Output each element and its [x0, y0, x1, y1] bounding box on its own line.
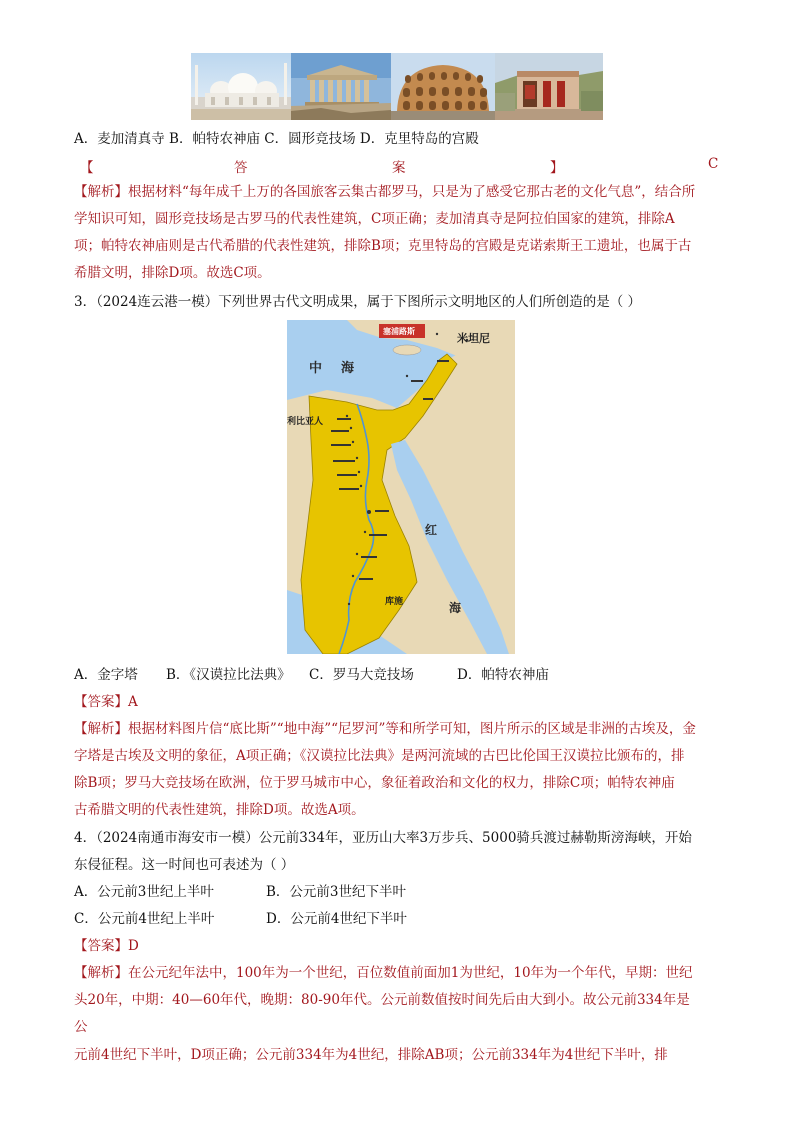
- q2-answer-char-1: 答: [234, 160, 248, 176]
- map-label-kush: 库施: [385, 597, 404, 607]
- q3-options: [74, 665, 720, 685]
- q2-analysis-line: 学知识可知，圆形竞技场是古罗马的代表性建筑，C项正确；麦加清真寺是阿拉伯国家的建筑，排除A: [74, 211, 675, 227]
- q4-option-d: D．公元前4世纪下半叶: [266, 911, 407, 927]
- map-label-cyprus: 塞浦路斯: [383, 326, 415, 336]
- map-label-mitanni: 米坦尼: [457, 332, 490, 345]
- q4-options-row-2: [74, 909, 720, 929]
- q2-photo-strip: [191, 53, 603, 120]
- q3-option-c: C．罗马大竞技场: [309, 667, 414, 683]
- q2-analysis-line: 希腊文明，排除D项。故选C项。: [74, 265, 271, 281]
- q4-option-a: A．公元前3世纪上半叶: [74, 884, 214, 900]
- q4-option-b: B．公元前3世纪下半叶: [266, 884, 407, 900]
- q2-options: A．麦加清真寺 B．帕特农神庙 C．圆形竞技场 D．克里特岛的宫殿: [74, 131, 479, 147]
- mosque-photo: [191, 53, 291, 120]
- q4-analysis-line: 公: [74, 1019, 88, 1035]
- q2-analysis-line: 项；帕特农神庙则是古代希腊的代表性建筑，排除B项；克里特岛的宫殿是克诺索斯王工遗址，也属于古: [74, 238, 692, 254]
- q4-analysis-line: 元前4世纪下半叶，D项正确；公元前334年为4世纪，排除AB项；公元前334年为4世纪下半叶，排: [74, 1047, 668, 1063]
- egypt-map: [287, 320, 515, 654]
- q3-analysis-line: 字塔是古埃及文明的象征，A项正确；《汉谟拉比法典》是两河流域的古巴比伦国王汉谟拉比颁布的，排: [74, 748, 685, 764]
- q2-answer-bracket-open: 【: [80, 160, 94, 176]
- q2-analysis-line: [74, 182, 720, 202]
- map-label-red-hai: 海: [449, 601, 462, 615]
- knossos-photo: [495, 53, 603, 120]
- parthenon-photo: [291, 53, 391, 120]
- q3-stem: 3．（2024连云港一模）下列世界古代文明成果，属于下图所示文明地区的人们所创造的是（ ）: [74, 294, 641, 310]
- q3-analysis-line: 除B项；罗马大竞技场在欧洲，位于罗马城市中心，象征着政治和文化的权力，排除C项；帕特农神庙: [74, 775, 675, 791]
- q4-option-c: C．公元前4世纪上半叶: [74, 911, 215, 927]
- map-label-sea-zhong: 中: [309, 361, 323, 376]
- colosseum-photo: [391, 53, 495, 120]
- q2-analysis-text: 【解析】根据材料“每年成千上万的各国旅客云集古都罗马，只是为了感受它那古老的文化气息”，结合所: [74, 184, 696, 200]
- q3-option-d: D．帕特农神庙: [457, 667, 549, 683]
- q4-options-row-1: [74, 882, 720, 902]
- map-label-sea-hai: 海: [341, 361, 355, 376]
- q3-option-a: A．金字塔: [74, 667, 138, 683]
- map-label-red-hong: 红: [425, 523, 438, 537]
- map-label-libya: 利比亚人: [287, 417, 324, 427]
- q3-analysis-line: 【解析】根据材料图片信“底比斯”“地中海”“尼罗河”等和所学可知，图片所示的区域是非洲的古埃及，金: [74, 721, 696, 737]
- q4-analysis-line: 【解析】在公元纪年法中，100年为一个世纪，百位数值前面加1为世纪，10年为一个年代，早期：世纪: [74, 965, 693, 981]
- q2-answer-bracket-close: 】: [550, 160, 564, 176]
- q2-answer-char-2: 案: [392, 160, 406, 176]
- q4-answer: 【答案】D: [74, 938, 139, 954]
- q4-stem-line: 4．（2024南通市海安市一模）公元前334年，亚历山大率3万步兵、5000骑兵渡过赫勒斯滂海峡，开始: [74, 830, 692, 846]
- q3-analysis-line: 古希腊文明的代表性建筑，排除D项。故选A项。: [74, 802, 365, 818]
- q2-answer-value: C: [708, 156, 719, 172]
- q4-analysis-line: 头20年，中期：40—60年代，晚期：80-90年代。公元前数值按时间先后由大到小。故公元前334年是: [74, 992, 690, 1008]
- q3-answer: 【答案】A: [74, 694, 138, 710]
- q4-stem-line: 东侵征程。这一时间也可表述为（ ）: [74, 857, 295, 873]
- q3-option-b: B．《汉谟拉比法典》: [166, 667, 291, 683]
